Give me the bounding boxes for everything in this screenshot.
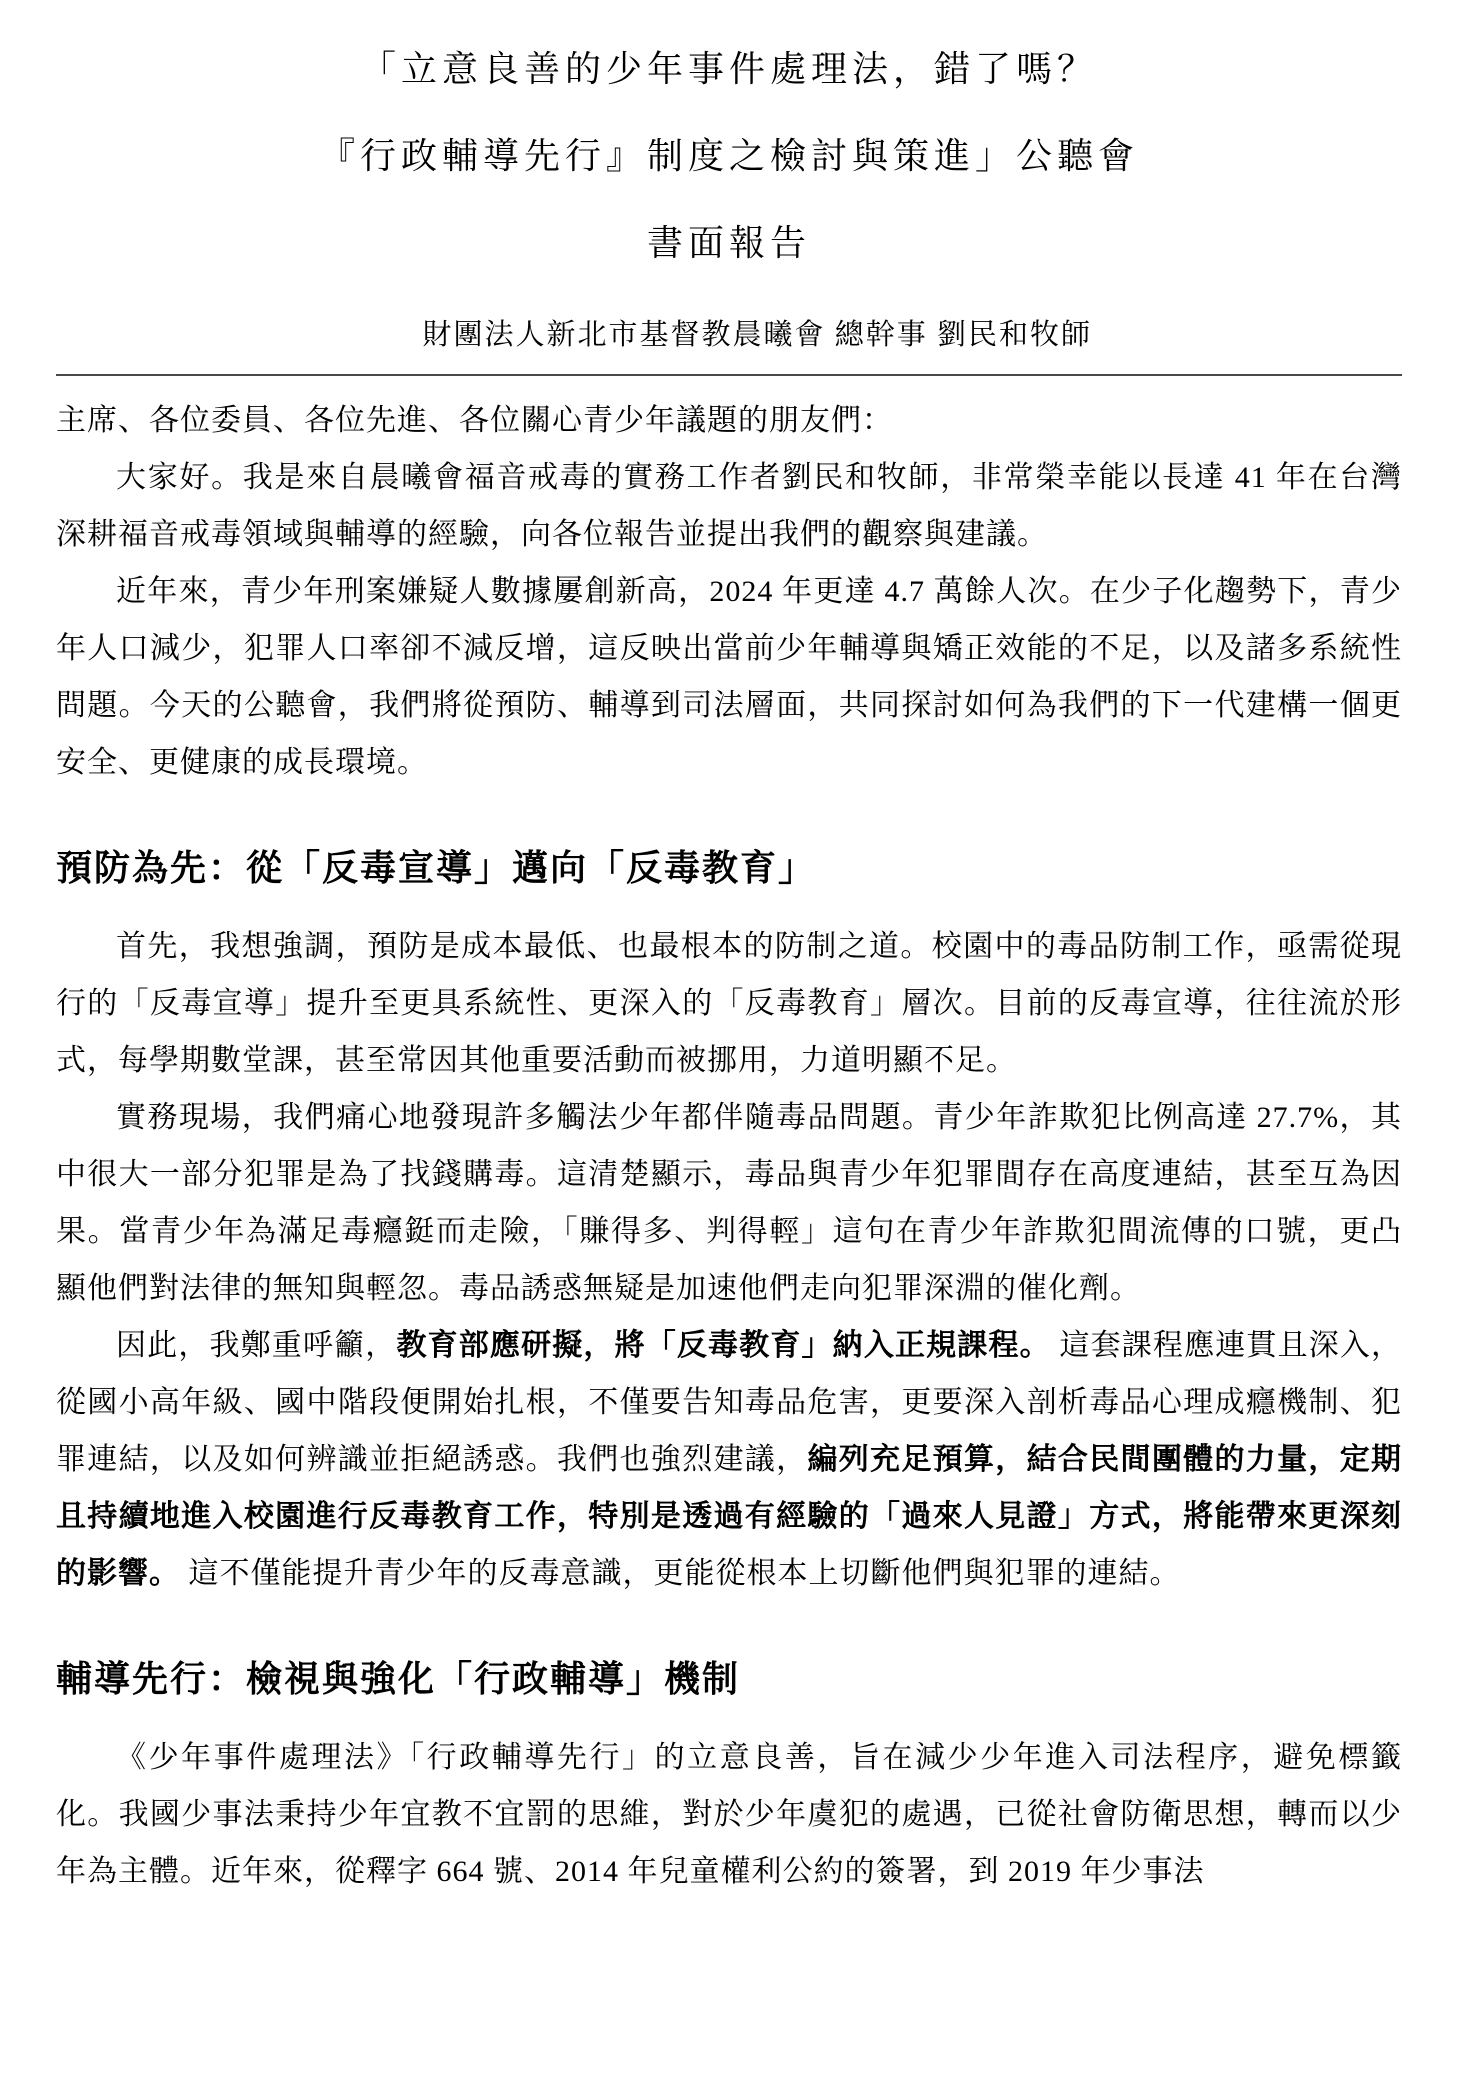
text-run: 因此，我鄭重呼籲， xyxy=(116,1329,397,1363)
text-run: 這不僅能提升青少年的反毒意識，更能從根本上切斷他們與犯罪的連結。 xyxy=(180,1557,1181,1591)
title-line-2: 『行政輔導先行』制度之檢討與策進」公聽會 xyxy=(318,136,1139,177)
paragraph xyxy=(56,1089,1402,1317)
title-line-1: 「立意良善的少年事件處理法，錯了嗎？ xyxy=(359,49,1098,89)
text-run: 近年來，青少年刑案嫌疑人數據屢創新高，2024 年更達 4.7 萬餘人次。在少子化趨勢下，青少年人口減少，犯罪人口率卻不減反增，這反映出當前少年輔導與矯正效能的不足，以及諸多系統性問題。今天的公聽會，我們將從預防、輔導到司法層面，共同探討如何為我們的下一代建構一個更安全、更健康的成長環境。 xyxy=(56,575,1402,780)
text-run: 大家好。我是來自晨曦會福音戒毒的實務工作者劉民和牧師，非常榮幸能以長達 41 年在台灣深耕福音戒毒領域與輔導的經驗，向各位報告並提出我們的觀察與建議。 xyxy=(56,461,1402,552)
text-run: 主席、各位委員、各位先進、各位關心青少年議題的朋友們： xyxy=(56,404,893,438)
paragraph xyxy=(56,1729,1402,1900)
bold-text-run: 編列充足預算，結合民間團體的力量，定期且持續地進入校園進行反毒教育工作，特別是透過有經驗的「過來人見證」方式，將能帶來更深刻的影響。 xyxy=(56,1443,1403,1591)
section-heading: 預防為先：從「反毒宣導」邁向「反毒教育」 xyxy=(56,848,817,889)
title-line-3: 書面報告 xyxy=(646,223,811,264)
paragraph xyxy=(56,449,1402,563)
text-run: 《少年事件處理法》「行政輔導先行」的立意良善，旨在減少少年進入司法程序，避免標籤化。我國少事法秉持少年宜教不宜罰的思維，對於少年虞犯的處遇，已從社會防衛思想，轉而以少年為主體。近年來，從釋字 664 號、2014 年兒童權利公約的簽署，到 2019 年少事法 xyxy=(56,1740,1402,1888)
paragraph xyxy=(56,563,1402,791)
author-line: 財團法人新北市基督教晨曦會 總幹事 劉民和牧師 xyxy=(422,318,1092,351)
section-heading: 輔導先行：檢視與強化「行政輔導」機制 xyxy=(56,1659,741,1700)
paragraph xyxy=(56,918,1402,1089)
horizontal-rule xyxy=(56,374,1402,376)
text-run: 實務現場，我們痛心地發現許多觸法少年都伴隨毒品問題。青少年詐欺犯比例高達 27.7%，其中很大一部分犯罪是為了找錢購毒。這清楚顯示，毒品與青少年犯罪間存在高度連結，甚至互為因果。當青少年為滿足毒癮鋌而走險，「賺得多、判得輕」這句在青少年詐欺犯間流傳的口號，更凸顯他們對法律的無知與輕忽。毒品誘惑無疑是加速他們走向犯罪深淵的催化劑。 xyxy=(56,1101,1402,1306)
document-title xyxy=(56,48,1402,266)
paragraph xyxy=(56,392,1402,449)
paragraph xyxy=(56,1317,1402,1602)
text-run: 首先，我想強調，預防是成本最低、也最根本的防制之道。校園中的毒品防制工作，亟需從現行的「反毒宣導」提升至更具系統性、更深入的「反毒教育」層次。目前的反毒宣導，往往流於形式，每學期數堂課，甚至常因其他重要活動而被挪用，力道明顯不足。 xyxy=(56,930,1402,1078)
bold-text-run: 教育部應研擬，將「反毒教育」納入正規課程。 xyxy=(396,1329,1051,1363)
text-run: 這套課程應連貫且深入，從國小高年級、國中階段便開始扎根，不僅要告知毒品危害，更要深入剖析毒品心理成癮機制、犯罪連結，以及如何辨識並拒絕誘惑。我們也強烈建議， xyxy=(56,1329,1403,1477)
document-body xyxy=(56,392,1402,1900)
